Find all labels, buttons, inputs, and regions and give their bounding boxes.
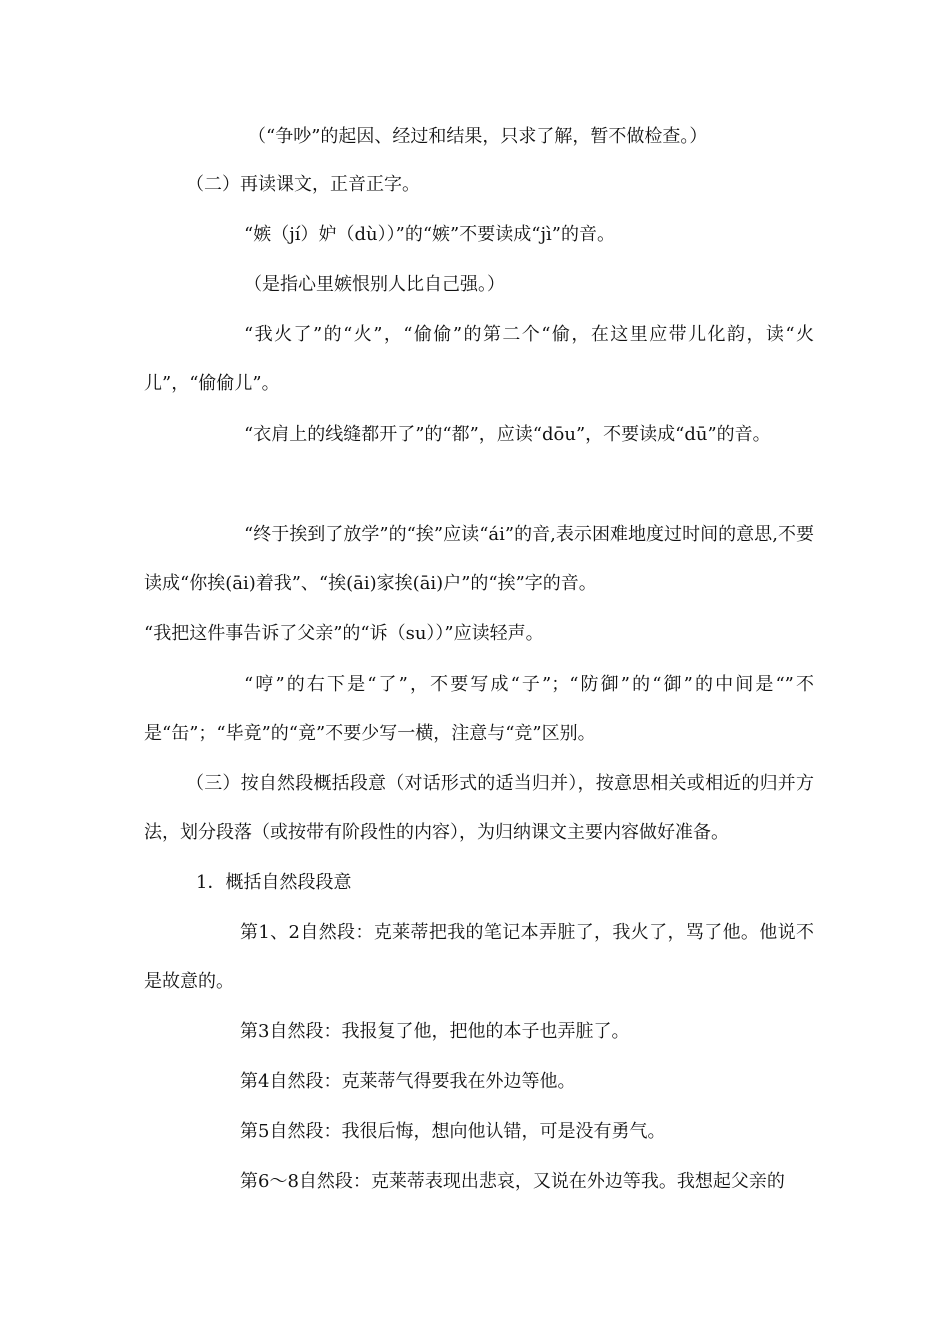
- paragraph-erhua-note: “我火了”的“火”，“偷偷”的第二个“偷，在这里应带儿化韵，读“火儿”，“偷偷儿”。: [144, 324, 814, 394]
- paragraph-quarrel-note: （“争吵”的起因、经过和结果，只求了解，暂不做检查。）: [248, 126, 708, 147]
- paragraph-dou-pronunciation: “衣肩上的线缝都开了”的“都”，应读“dōu”，不要读成“dū”的音。: [244, 424, 771, 445]
- summary-paragraph-5: 第5自然段：我很后悔，想向他认错，可是没有勇气。: [240, 1121, 666, 1142]
- paragraph-jidu-meaning: （是指心里嫉恨别人比自己强。）: [244, 274, 505, 295]
- summary-paragraph-1-2: 第1、2自然段：克莱蒂把我的笔记本弄脏了，我火了，骂了他。他说不是故意的。: [144, 922, 814, 992]
- paragraph-character-writing: “哼”的右下是“了”，不要写成“子”；“防御”的“御”的中间是“”不是“缶”；“毕竟”的“竟”不要少写一横，注意与“竞”区别。: [144, 674, 814, 744]
- section-heading-summarize: （三）按自然段概括段意（对话形式的适当归并），按意思相关或相近的归并方法，划分段落（或按带有阶段性的内容），为归纳课文主要内容做好准备。: [144, 773, 814, 843]
- summary-paragraph-6-8: 第6～8自然段：克莱蒂表现出悲哀，又说在外边等我。我想起父亲的: [240, 1171, 785, 1192]
- subheading-paragraph-summaries: 1．概括自然段段意: [196, 872, 352, 893]
- section-heading-reread: （二）再读课文，正音正字。: [186, 174, 420, 195]
- summary-paragraph-3: 第3自然段：我报复了他，把他的本子也弄脏了。: [240, 1021, 630, 1042]
- paragraph-ai-pronunciation: “终于挨到了放学”的“挨”应读“ái”的音,表示困难地度过时间的意思,不要读成“你挨(āi)着我”、“挨(āi)家挨(āi)户”的“挨”字的音。: [144, 524, 814, 594]
- paragraph-jidu-pronunciation: “嫉（jí）妒（dù））”的“嫉”不要读成“jì”的音。: [244, 224, 616, 245]
- summary-paragraph-4: 第4自然段：克莱蒂气得要我在外边等他。: [240, 1071, 576, 1092]
- paragraph-su-light-tone: “我把这件事告诉了父亲”的“诉（su））”应读轻声。: [144, 623, 544, 644]
